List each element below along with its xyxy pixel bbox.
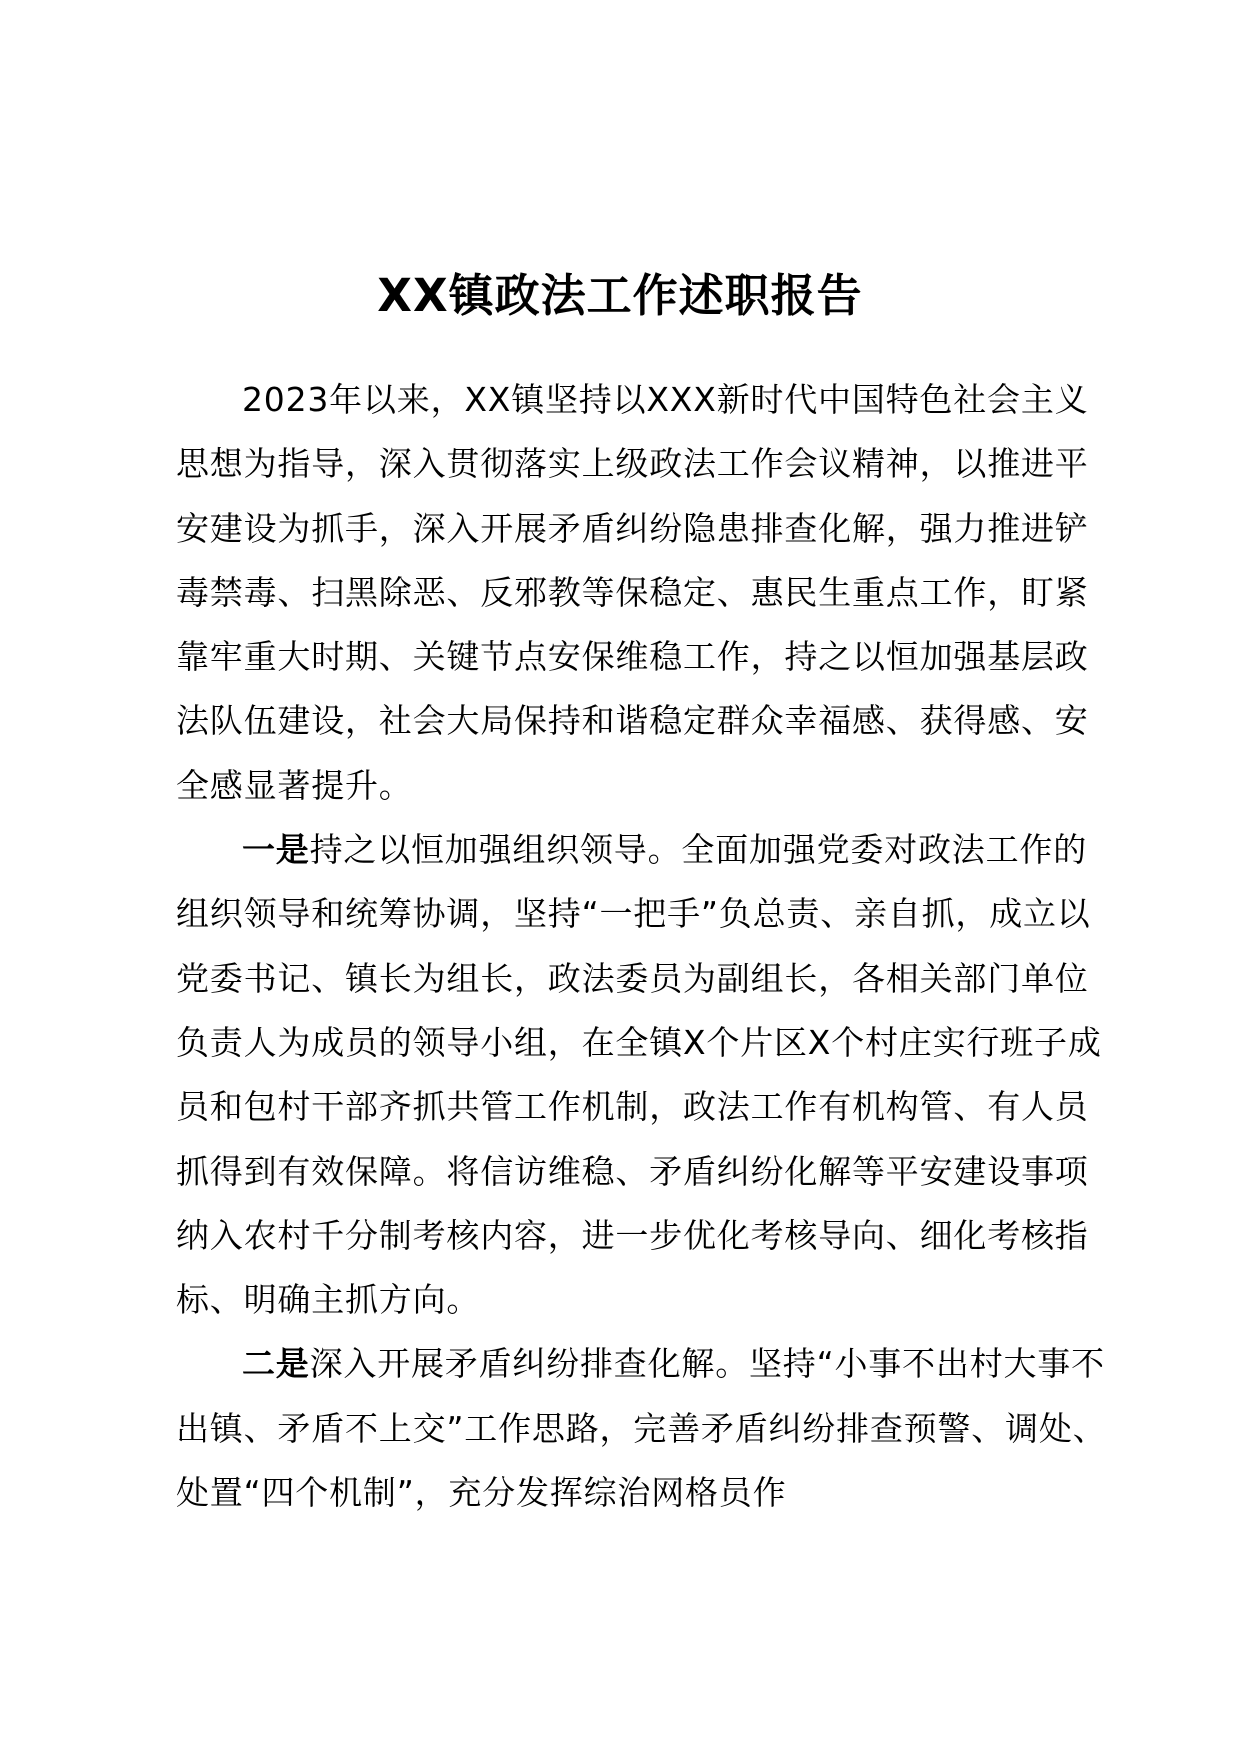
paragraph-intro (176, 368, 1116, 818)
paragraph-lead: 一是 (242, 830, 310, 870)
paragraph-point-two (176, 1332, 1116, 1525)
document-body (176, 368, 1116, 1525)
paragraph-text: 2023年以来，XX镇坚持以XXX新时代中国特色社会主义思想为指导，深入贯彻落实上级政法工作会议精神，以推进平安建设为抓手，深入开展矛盾纠纷隐患排查化解，强力推进铲毒禁毒、扫黑除恶、反邪教等保稳定、惠民生重点工作，盯紧靠牢重大时期、关键节点安保维稳工作，持之以恒加强基层政法队伍建设，社会大局保持和谐稳定群众幸福感、获得感、安全感显著提升。 (176, 380, 1089, 805)
paragraph-point-one (176, 818, 1116, 1332)
paragraph-text: 持之以恒加强组织领导。全面加强党委对政法工作的组织领导和统筹协调，坚持“一把手”负总责、亲自抓，成立以党委书记、镇长为组长，政法委员为副组长，各相关部门单位负责人为成员的领导小组，在全镇X个片区X个村庄实行班子成员和包村干部齐抓共管工作机制，政法工作有机构管、有人员抓得到有效保障。将信访维稳、矛盾纠纷化解等平安建设事项纳入农村千分制考核内容，进一步优化考核导向、细化考核指标、明确主抓方向。 (176, 830, 1102, 1320)
document-title: XX镇政法工作述职报告 (377, 269, 863, 322)
paragraph-lead: 二是 (242, 1344, 310, 1384)
paragraph-text: 深入开展矛盾纠纷排查化解。坚持“小事不出村大事不出镇、矛盾不上交”工作思路，完善矛盾纠纷排查预警、调处、处置“四个机制”，充分发挥综治网格员作 (176, 1344, 1107, 1513)
